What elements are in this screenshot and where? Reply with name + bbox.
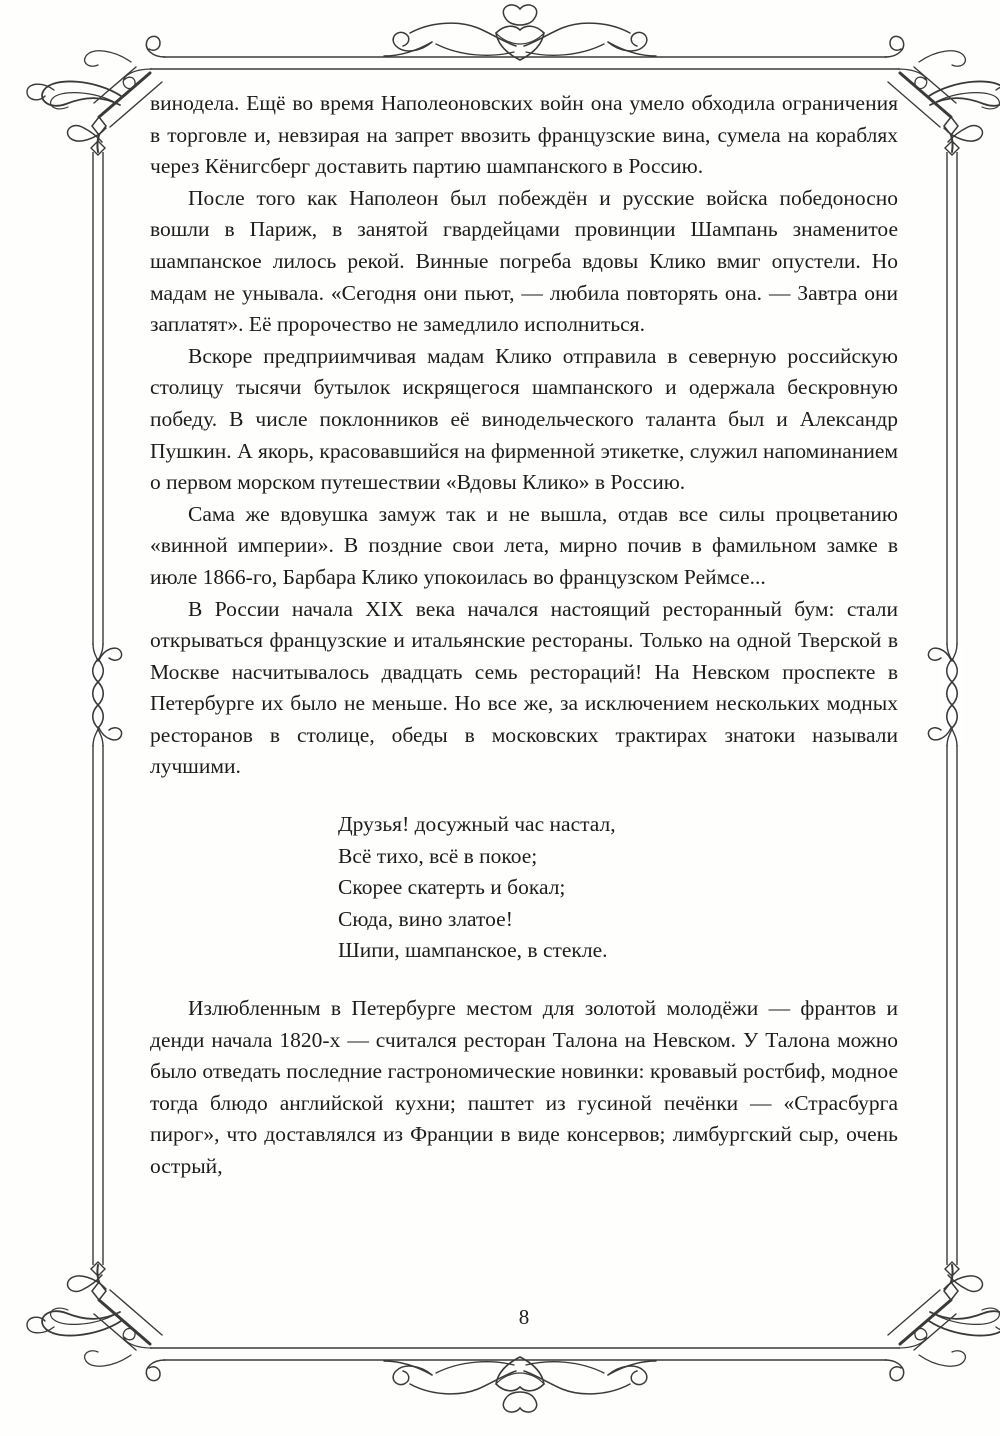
poem-line: Друзья! досужный час настал, <box>338 812 616 837</box>
poem-block <box>338 809 898 967</box>
body-paragraph-1: винодела. Ещё во время Наполеоновских войн она умело обходила ограничения в торговле и, невзирая на запрет ввозить французские вина, сумела на кораблях через Кёнигсберг доставить партию шампанского в Россию. <box>150 91 898 179</box>
poem-line: Скорее скатерть и бокал; <box>338 875 566 900</box>
body-paragraph-4: Сама же вдовушка замуж так и не вышла, отдав все силы процветанию «винной империи». В поздние свои лета, мирно почив в фамильном замке в июле 1866-го, Барбара Клико упокоилась во французском Реймсе... <box>150 501 898 589</box>
page-number: 8 <box>518 1305 530 1329</box>
body-paragraph-5: В России начала XIX века начался настоящий ресторанный бум: стали открываться французские и итальянские рестораны. Только на одной Тверской в Москве насчитывалось двадцать семь рестораций! На Невском проспекте в Петербурге их было не меньше. Но все же, за исключением нескольких модных ресторанов в столице, обеды в московских трактирах знатоки называли лучшими. <box>150 596 898 779</box>
text-block <box>150 88 898 1183</box>
poem-line: Всё тихо, всё в покое; <box>338 843 538 868</box>
body-paragraph-6: Излюбленным в Петербурге местом для золотой молодёжи — франтов и денди начала 1820-х — считался ресторан Талона на Невском. У Талона можно было отведать последние гастрономические новинки: кровавый ростбиф, модное тогда блюдо английской кухни; паштет из гусиной печёнки — «Страсбурга пирог», что доставлялся из Франции в виде консервов; лимбургский сыр, очень острый, <box>150 996 898 1178</box>
poem-line: Сюда, вино златое! <box>338 906 513 931</box>
poem-line: Шипи, шампанское, в стекле. <box>338 938 608 963</box>
body-paragraph-3: Вскоре предприимчивая мадам Клико отправила в северную российскую столицу тысячи бутылок искрящегося шампанского и одержала бескровную победу. В числе поклонников её винодельческого таланта был и Александр Пушкин. А якорь, красовавшийся на фирменной этикетке, служил напоминанием о первом морском путешествии «Вдовы Клико» в Россию. <box>150 343 898 495</box>
body-paragraph-2: После того как Наполеон был побеждён и русские войска победоносно вошли в Париж, в занятой гвардейцами провинции Шампань знаменитое шампанское лилось рекой. Винные погреба вдовы Клико вмиг опустели. Но мадам не унывала. «Сегодня они пьют, — любила повторять она. — Завтра они заплатят». Её пророчество не замедлило исполниться. <box>150 185 898 337</box>
